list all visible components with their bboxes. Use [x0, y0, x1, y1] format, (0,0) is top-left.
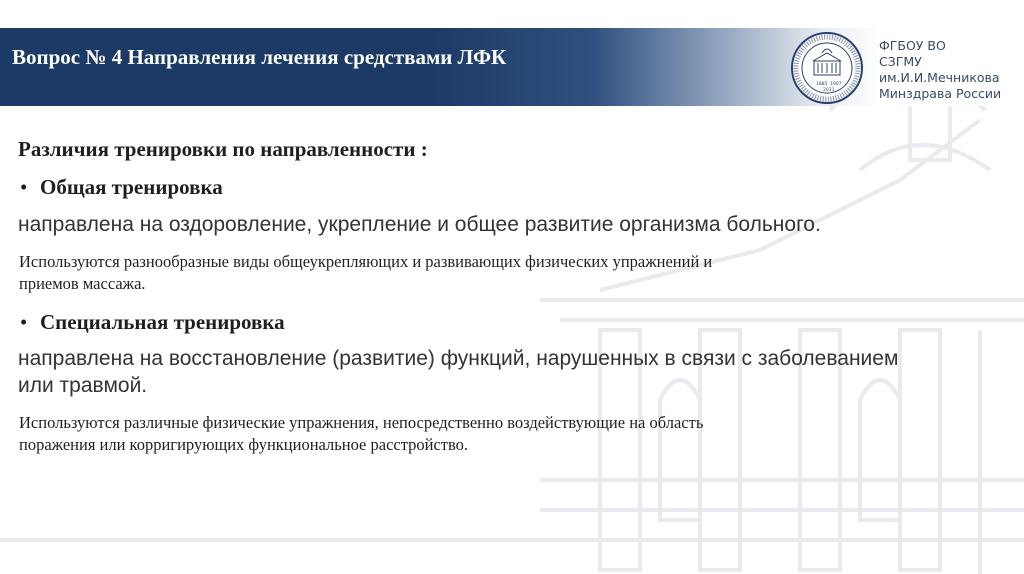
content-subtitle: Различия тренировки по направленности :	[18, 137, 428, 161]
svg-text:1885: 1885	[816, 82, 828, 87]
svg-text:1907: 1907	[830, 82, 842, 87]
section-note: Используются разнообразные виды общеукрепляющих и развивающих физических упражнений и	[19, 252, 713, 271]
section-description: направлена на восстановление (развитие) функций, нарушенных в связи с заболеванием	[18, 347, 899, 370]
slide-title: Вопрос № 4 Направления лечения средствами ЛФК	[12, 45, 507, 69]
section-note: Используются различные физические упражнения, непосредственно воздействующие на область	[19, 413, 704, 432]
svg-text:2011: 2011	[823, 88, 835, 93]
section-heading-general	[20, 175, 223, 200]
section-heading-text: Специальная тренировка	[40, 310, 285, 334]
bullet-marker: •	[20, 310, 28, 334]
section-note: поражения или корригирующих функциональное расстройство.	[19, 435, 469, 454]
section-note: приемов массажа.	[19, 274, 146, 293]
bullet-marker: •	[20, 175, 28, 199]
section-description: направлена на оздоровление, укрепление и общее развитие организма больного.	[18, 213, 821, 236]
section-description: или травмой.	[18, 374, 148, 397]
institution-line: ФГБОУ ВО	[879, 38, 946, 53]
institution-line: им.И.И.Мечникова	[879, 70, 1000, 85]
institution-line: СЗГМУ	[879, 54, 922, 69]
section-heading-special	[20, 310, 285, 335]
institution-line: Минздрава России	[879, 86, 1002, 101]
section-heading-text: Общая тренировка	[40, 175, 223, 199]
